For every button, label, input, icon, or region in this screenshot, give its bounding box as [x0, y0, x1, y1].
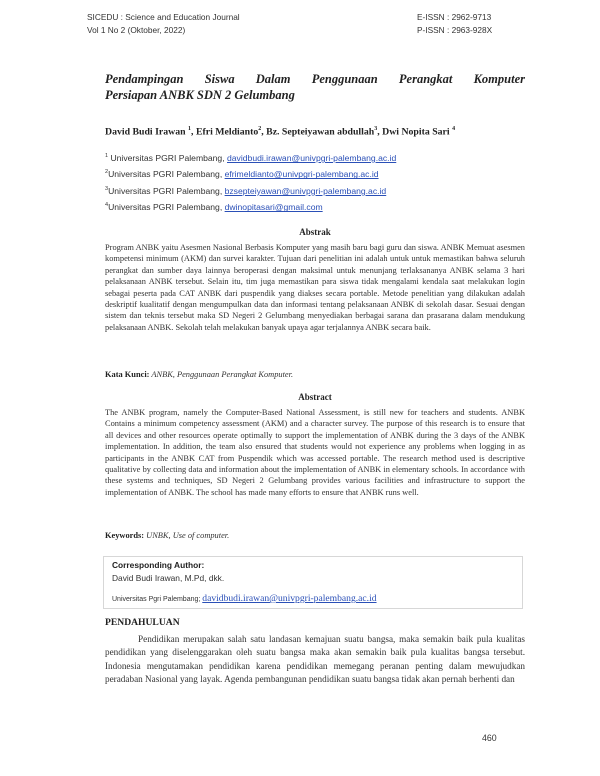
keywords-label: Kata Kunci:	[105, 370, 150, 379]
author-list: David Budi Irawan $^1$, Efri Meldianto$^2$, Bz. Septeiyawan abdullah$^3$, Dwi Nopita Sari $^4$	[105, 126, 456, 138]
affiliation-sup: 1	[105, 153, 109, 159]
affiliation-email-link[interactable]: efrimeldianto@univpgri-palembang.ac.id	[224, 169, 379, 180]
affiliation-text: Universitas PGRI Palembang,	[108, 152, 227, 163]
author-name: Dwi Nopita Sari	[382, 126, 450, 138]
affiliation-sup: 2	[105, 169, 109, 176]
corresponding-affiliation-text: Universitas Pgri Palembang;	[112, 596, 203, 603]
affiliation-row	[105, 165, 396, 181]
keywords-value: UNBK, Use of computer.	[144, 531, 230, 540]
abstrak-keywords	[105, 370, 293, 379]
affiliation-email-link[interactable]: dwinopitasari@gmail.com	[224, 202, 323, 213]
journal-volume: Vol 1 No 2 (Oktober, 2022)	[87, 24, 186, 35]
affiliation-row	[105, 149, 396, 165]
abstrak-text: Program ANBK yaitu Asesmen Nasional Berbasis Komputer yang masih baru bagi guru dan siswa. ANBK Memuat asesmen kompetensi minimum (AKM) dan survei karakter. Tujuan dari penelitian ini adalah untuk untuk memastikan bahwa seluruh perangkat dan sumber daya lainnya beroperasi dengan maksimal untuk menunjang terlaksananya ANBK selama 3 hari pelaksanaan ANBK tersebut. Selain itu, tim juga memastikan para siswa tidak mengalami kendala saat melakukan login sebagai peserta pada CAT ANBK dari puspendik yang diakses secara portable. Metode penelitian yang dilakukan adalah deskriptif kualitatif dengan mengumpulkan data dan informasi tentang pelaksanaan ANBK di sekolah dasar. Sesuai dengan sistem dan teknis tersebut maka SD Negeri 2 Gelumbang menyediakan berbagai sarana dan prasarana dalam mendukung pelaksanaan ANBK. Sekolah telah melakukan banyak upaya agar terjalannya ANBK secara baik.	[105, 243, 525, 332]
affiliation-row	[105, 198, 396, 214]
author-name: Bz. Septeiyawan abdullah	[266, 126, 375, 138]
corresponding-author-title: Corresponding Author:	[112, 560, 205, 570]
pendahuluan-heading: PENDAHULUAN	[105, 617, 180, 628]
author-name: David Budi Irawan	[105, 126, 186, 138]
abstract-text: The ANBK program, namely the Computer-Based National Assessment, is still new for teachers and students. ANBK Contains a minimum competency assessment (AKM) and a character survey. The purpose of this research is to ensure that all devices and other resources operate optimally to support the implementation of ANBK during the 3 days of the ANBK implementation. In addition, the team also ensured that students would not experience any problems when logging in as participants in the ANBK CAT from Puspendik which was accessed portable. The research method used is descriptive qualitative by collecting data and information about the implementation of ANBK in elementary schools. In accordance with these systems and techniques, SD Negeri 2 Gelumbang provides various facilities and infrastructure to support the implementation of ANBK. The school has made many efforts to ensure that ANBK runs well.	[105, 408, 525, 497]
author-name: Efri Meldianto	[195, 126, 259, 138]
affiliation-sup: 4	[105, 202, 109, 209]
keywords-label: Keywords:	[105, 531, 145, 540]
abstrak-heading: Abstrak	[299, 227, 331, 237]
affiliation-list	[105, 149, 396, 215]
journal-name: SICEDU : Science and Education Journal	[87, 12, 240, 22]
corresponding-email-link[interactable]: davidbudi.irawan@univpgri-palembang.ac.id	[202, 593, 377, 604]
author-sup: 3	[374, 126, 378, 132]
affiliation-sup: 3	[105, 185, 109, 192]
affiliation-row	[105, 182, 396, 198]
running-header-left	[87, 11, 240, 36]
pissn: P-ISSN : 2963-928X	[417, 24, 493, 35]
eissn: E-ISSN : 2962-9713	[417, 12, 492, 22]
keywords-value: ANBK, Penggunaan Perangkat Komputer.	[149, 370, 294, 379]
corresponding-author-name: David Budi Irawan, M.Pd, dkk.	[112, 573, 225, 583]
affiliation-email-link[interactable]: davidbudi.irawan@univpgri-palembang.ac.id	[227, 152, 397, 163]
title-line-2: Persiapan ANBK SDN 2 Gelumbang	[105, 88, 295, 102]
corresponding-author-affiliation	[112, 593, 377, 604]
running-header-right	[417, 11, 492, 36]
paper-title	[105, 71, 525, 103]
title-line-1: Pendampingan Siswa Dalam Penggunaan Perangkat Komputer	[105, 72, 525, 86]
pendahuluan-text: Pendidikan merupakan salah satu landasan kemajuan suatu bangsa, maka semakin baik pula kualitas pendidikan yang diselenggarakan oleh suatu bangsa maka akan semakin baik pula kualitas bangsa tersebut. Indonesia mengutamakan pendidikan karena pendidikan memegang peranan penting dalam mewujudkan peradaban Nasional yang layak. Agenda pembangunan pendidikan suatu bangsa tidak akan pernah berhenti dan	[105, 634, 525, 684]
affiliation-text: Universitas PGRI Palembang,	[108, 169, 225, 180]
abstract-keywords	[105, 531, 229, 540]
author-sup: 4	[452, 126, 456, 132]
affiliation-text: Universitas PGRI Palembang,	[108, 202, 225, 213]
page-number: 460	[482, 733, 497, 743]
abstract-heading: Abstract	[298, 392, 332, 402]
affiliation-email-link[interactable]: bzsepteiyawan@univpgri-palembang.ac.id	[224, 185, 387, 196]
affiliation-text: Universitas PGRI Palembang,	[108, 185, 225, 196]
author-sup: 2	[258, 126, 262, 132]
author-sup: 1	[188, 126, 192, 132]
